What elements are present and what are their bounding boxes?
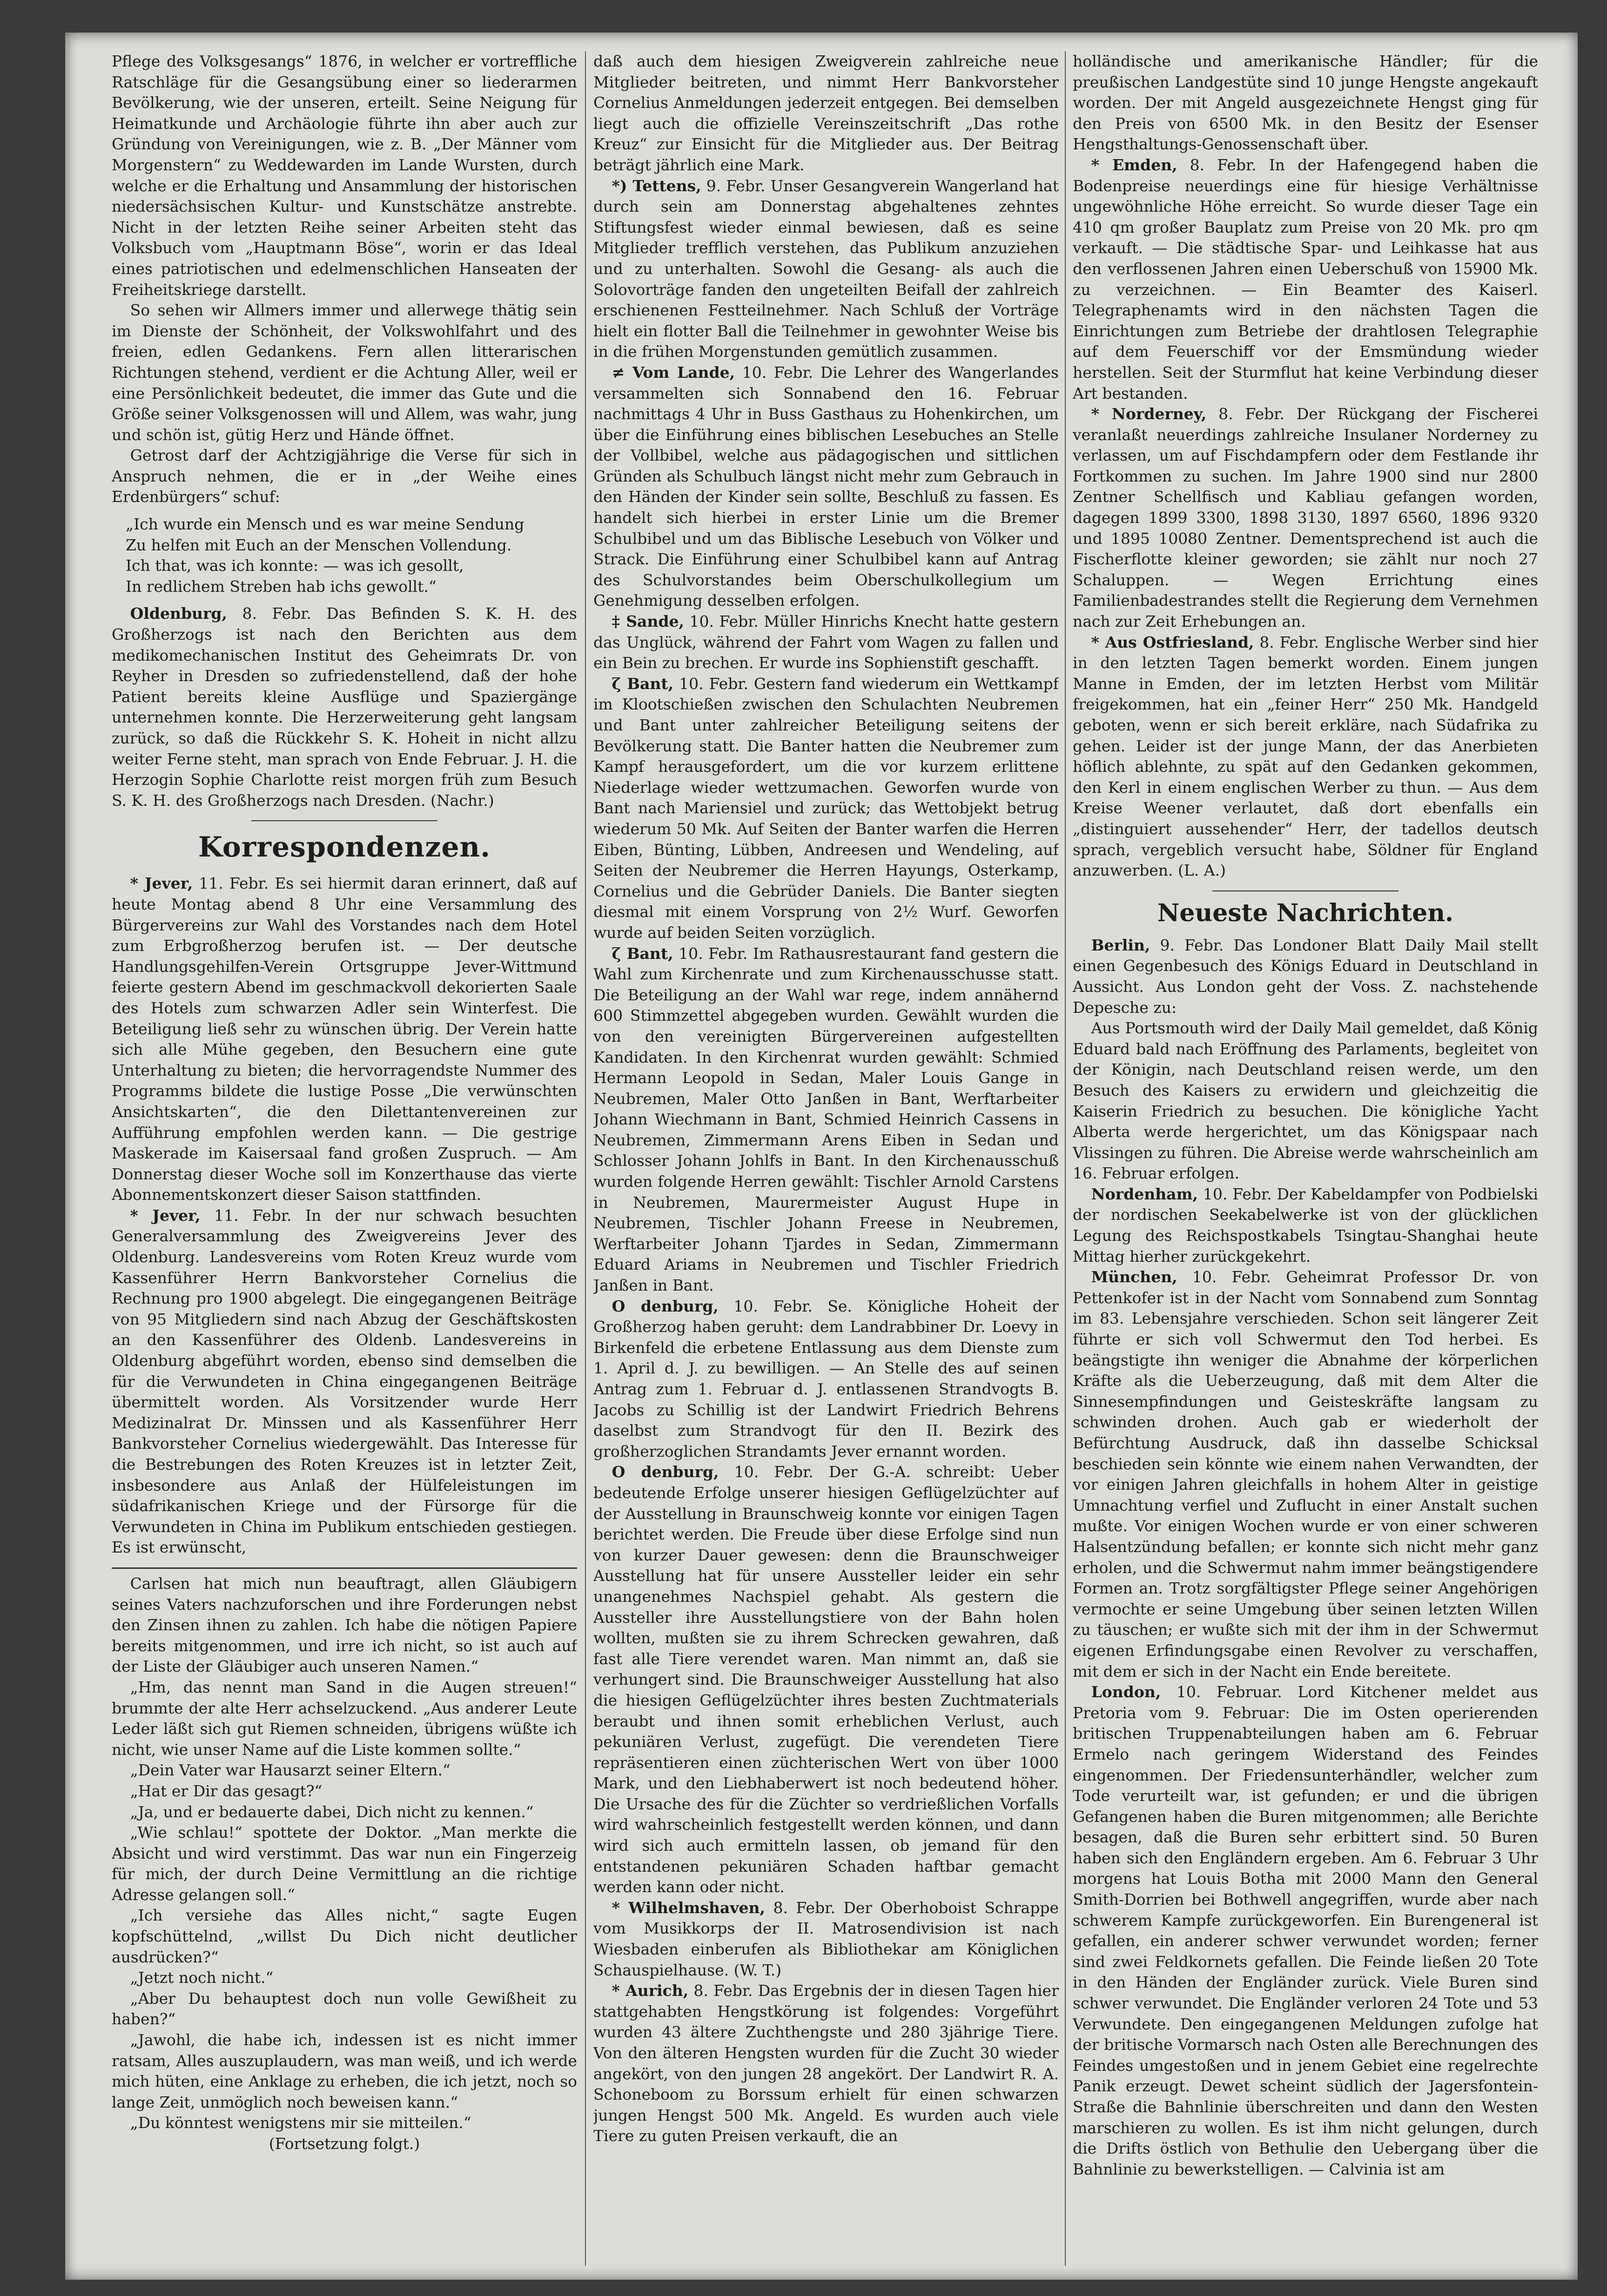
article-aurich: * Aurich, 8. Febr. Das Ergebnis der in diesen Tagen hier stattgehabten Hengstkörung ist folgendes: Vorgeführt wurden 43 ältere Zuchthengste und 280 3jährige Tiere. Von den älteren Hengsten wurden für die Zucht 30 wieder angekört, von den jungen 28 angekört. Der Landwirt R. A. Schoneboom zu Borssum erhielt für einen schwarzen jungen Hengst 500 Mk. Angeld. Es wurden auch viele Tiere zu guten Preisen verkauft, die an [593, 1981, 1059, 2145]
allmers-text: Pflege des Volksgesangs“ 1876, in welcher er vortreffliche Ratschläge für die Gesangsübung einer so liederarmen Bevölkerung, wie der unseren, erteilt. Seine Neigung für Heimatkunde und Archäologie führte ihn aber auch zur Gründung von Vereinigungen, wie z. B. „Der Männer vom Morgenstern“ zu Weddewarden im Lande Wursten, durch welche er die Erhaltung und Ansammlung der historischen niedersächsischen Kultur- und Kunstschätze anstrebte. Nicht in der letzten Reihe seiner Arbeiten steht das Volksbuch vom „Hauptmann Böse“, worin er das Ideal eines patriotischen und edelmenschlichen Hanseaten der Freiheitskriege darstellt. [112, 52, 577, 299]
verse-line: Zu helfen mit Euch an der Menschen Vollendung. [126, 536, 512, 554]
feuilleton-paragraph: „Ja, und er bedauerte dabei, Dich nicht zu kennen.“ [130, 1802, 534, 1821]
feuilleton-paragraph: „Dein Vater war Hausarzt seiner Eltern.“ [130, 1761, 450, 1780]
article-tettens: *) Tettens, 9. Febr. Unser Gesangverein Wangerland hat durch sein am Donnerstag abgehaltenes zehntes Stiftungsfest wieder einmal bewiesen, daß es seine Mitglieder trefflich verstehen, das Publikum anzuziehen und zu unterhalten. Sowohl die Gesang- als auch die Solovorträge fanden den ungeteilten Beifall der zahlreich erschienenen Festteilnehmer. Nach Schluß der Vorträge hielt ein flotter Ball die Teilnehmer in gewohnter Weise bis in die frühen Morgenstunden gemütlich zusammen. [593, 176, 1059, 361]
article-sande: ‡ Sande, 10. Febr. Müller Hinrichs Knecht hatte gestern das Unglück, während der Fahrt vom Wagen zu fallen und ein Bein zu brechen. Er wurde ins Sophienstift geschafft. [593, 612, 1059, 672]
column-1 [112, 51, 577, 2266]
feuilleton-paragraph: „Hat er Dir das gesagt?“ [130, 1781, 323, 1800]
verse-line: „Ich wurde ein Mensch und es war meine Sendung [126, 515, 524, 534]
column-3 [1073, 51, 1538, 2266]
article-berlin: Berlin, 9. Febr. Das Londoner Blatt Daily Mail stellt einen Gegenbesuch des Königs Eduard in Deutschland in Aussicht. Aus London geht der Voss. Z. nachstehende Depesche zu: [1073, 936, 1538, 1017]
verse [112, 514, 577, 597]
column-2 [593, 51, 1059, 2266]
newspaper-page [65, 33, 1578, 2280]
section-heading-neueste-nachrichten: Neueste Nachrichten. [1157, 898, 1454, 927]
column-rule [1065, 51, 1066, 2266]
article-jever-2: * Jever, 11. Febr. In der nur schwach besuchten Generalversammlung des Zweigvereins Jever des Oldenburg. Landesvereins vom Roten Kreuz wurde vom Kassenführer Herrn Bankvorsteher Cornelius die Rechnung pro 1900 abgelegt. Die eingegangenen Beiträge von 95 Mitgliedern sind nach Abzug der Geschäftskosten an den Kassenführer des Oldenb. Landesvereins in Oldenburg abgeführt worden, ebenso sind demselben die für die Verwundeten in China eingegangenen Beiträge übermittelt worden. Als Vorsitzender wurde Herr Medizinalrat Dr. Minssen und als Kassenführer Herr Bankvorsteher Cornelius wiedergewählt. Das Interesse für die Bestrebungen des Roten Kreuzes ist in letzter Zeit, insbesondere aus Anlaß der Hülfeleistungen im südafrikanischen Kriege und der Fürsorge für die Verwundeten in China im Publikum entschieden gestiegen. Es ist erwünscht, [112, 1206, 577, 1557]
article-ostfriesland: * Aus Ostfriesland, 8. Febr. Englische Werber sind hier in den letzten Tagen bemerkt worden. Einem jungen Manne in Emden, der im letzten Herbst vom Militär freigekommen, hat ein „feiner Herr“ 250 Mk. Handgeld geboten, wenn er sich bereit erkläre, nach Südafrika zu gehen. Leider ist der junge Mann, der das Anerbieten höflich ablehnte, zu spät auf den Gedanken gekommen, den Kerl in einem englischen Werber zu thun. — Aus dem Kreise Weener verlautet, daß dort ebenfalls ein „distinguiert aussehender“ Herr, der tadellos deutsch sprach, vergeblich versucht habe, Söldner für England anzuwerben. (L. A.) [1073, 633, 1538, 880]
feuilleton-paragraph: „Ich versiehe das Alles nicht,“ sagte Eugen kopfschüttelnd, „willst Du Dich nicht deutlicher ausdrücken?“ [112, 1906, 577, 1966]
feuilleton-paragraph: „Aber Du behauptest doch nun volle Gewißheit zu haben?“ [112, 1989, 577, 2028]
feuilleton [112, 1573, 577, 2155]
article-oldenburg-2: O denburg, 10. Febr. Der G.-A. schreibt: Ueber bedeutende Erfolge unserer hiesigen Geflügelzüchter auf der Ausstellung in Braunschweig konnte vor einigen Tagen berichtet werden. Die Freude über diese Erfolge sind nun von kurzer Dauer gewesen: denn die Braunschweiger Ausstellung hat für unsere Aussteller leider ein sehr unangenehmes Nachspiel gehabt. Als gestern die Aussteller ihre Ausstellungstiere von der Bahn holen wollten, mußten sie zu ihrem Schrecken gewahren, daß fast alle Tiere verendet waren. Man nimmt an, daß sie verhungert sind. Die Braunschweiger Ausstellung hat also die hiesigen Geflügelzüchter ihres besten Zuchtmaterials beraubt und ihnen somit erheblichen Verlust, auch pekuniären Verlust, zugefügt. Die verendeten Tiere repräsentieren einen züchterischen Wert von über 1000 Mark, und den Liebhaberwert ist noch bedeutend höher. Die Ursache des für die Züchter so verdrießlichen Vorfalls wird wahrscheinlich festgestellt werden können, und dann wird sich auch ermitteln lassen, ob jemand für den entstandenen pekuniären Schaden haftbar gemacht werden kann oder nicht. [593, 1463, 1059, 1896]
article-vom-lande: ≠ Vom Lande, 10. Febr. Die Lehrer des Wangerlandes versammelten sich Sonnabend den 16. Februar nachmittags 4 Uhr in Buss Gasthaus zu Hohenkirchen, um über die Einführung eines biblischen Lesebuches an Stelle der Vollbibel, welche aus pädagogischen und sittlichen Gründen als Schulbuch längst nicht mehr zum Gebrauch in den Händen der Kinder sein sollte, Beschluß zu fassen. Es handelt sich hierbei in erster Linie um die Bremer Schulbibel und um das Biblische Lesebuch von Völker und Strack. Die Einführung einer Schulbibel kann auf Antrag des Schulvorstandes beim Oberschulkollegium um Genehmigung desselben erfolgen. [593, 363, 1059, 610]
article-jever-1: * Jever, 11. Febr. Es sei hiermit daran erinnert, daß auf heute Montag abend 8 Uhr eine Versammlung des Bürgervereins zur Wahl des Vorstandes nach dem Hotel zum Erbgroßherzog berufen ist. — Der deutsche Handlungsgehilfen-Verein Ortsgruppe Jever-Wittmund feierte gestern Abend im geschmackvoll dekorierten Saale des Hotels zum schwarzen Adler sein Winterfest. Die Beteiligung ließ sehr zu wünschen übrig. Der Verein hatte sich alle Mühe gegeben, den Besuchern eine gute Unterhaltung zu bieten; die hervorragendste Nummer des Programms bildete die lustige Posse „Die verwünschten Ansichtskarten“, die den Dilettantenvereinen zur Aufführung empfohlen werden kann. — Die gestrige Maskerade im Kaisersaal fand großen Zuspruch. — Am Donnerstag dieser Woche soll im Konzerthause das vierte Abonnementskonzert dieser Saison stattfinden. [112, 874, 577, 1204]
feuilleton-paragraph: „Du könntest wenigstens mir sie mitteilen.“ [130, 2114, 471, 2132]
feuilleton-paragraph: „Jawohl, die habe ich, indessen ist es nicht immer ratsam, Alles auszuplaudern, was man weiß, und ich werde mich hüten, eine Anklage zu erheben, die ich jetzt, noch so lange Zeit, unmöglich noch beweisen kann.“ [112, 2031, 577, 2111]
allmers-text-3: Getrost darf der Achtzigjährige die Verse für sich in Anspruch nehmen, die er in „der Weihe eines Erdenbürgers“ schuf: [112, 446, 577, 506]
feuilleton-paragraph: „Hm, das nennt man Sand in die Augen streuen!“ brummte der alte Herr achselzuckend. „Aus anderer Leute Leder läßt sich gut Riemen schneiden, übrigens wüßte ich nicht, wie unser Name auf die Liste kommen sollte.“ [112, 1678, 577, 1759]
article-oldenburg: Oldenburg, 8. Febr. Das Befinden S. K. H. des Großherzogs ist nach den Berichten aus dem medikomechanischen Institut des Geheimrats Dr. von Reyher in Dresden so zufriedenstellend, daß der hohe Patient bereits kleine Ausflüge und Spaziergänge unternehmen konnte. Die Herzerweiterung geht langsam zurück, so daß die Rückkehr S. K. Hoheit in nicht allzu weiter Ferne steht, man sprach von Ende Februar. J. H. die Herzogin Sophie Charlotte reist morgen früh zum Besuch S. K. H. des Großherzogs nach Dresden. (Nachr.) [112, 604, 577, 810]
article-muenchen: München, 10. Febr. Geheimrat Professor Dr. von Pettenkofer ist in der Nacht vom Sonnabend zum Sonntag im 83. Lebensjahre verschieden. Schon seit längerer Zeit führte er sich voll Schwermut den Tod herbei. Es beängstigte ihn weniger die Abnahme der körperlichen Kräfte als die Ueberzeugung, daß mit dem Alter die Sinnesempfindungen und Geisteskräfte langsam zu schwinden drohen. Auch gab er wiederholt der Befürchtung Ausdruck, daß ihn dasselbe Schicksal beschieden sein könnte wie einem nahen Verwandten, der vor einigen Jahren gleichfalls in hohem Alter in geistige Umnachtung verfiel und Zuflucht in einer Anstalt suchen mußte. Vor einigen Wochen wurde er von einer schweren Halsentzündung befallen; er konnte sich nicht mehr ganz erholen, und die Schwermut nahm immer beängstigendere Formen an. Trotz sorgfältigster Pflege seiner Angehörigen vermochte er seine Umgebung über seinen letzten Willen zu täuschen; er wußte sich mit der ihm in der Schwermut eigenen Erfindungsgabe einen Revolver zu verschaffen, mit dem er sich in der Nacht ein Ende bereitete. [1073, 1268, 1538, 1680]
feuilleton-paragraph: „Wie schlau!“ spottete der Doktor. „Man merkte die Absicht und wird verstimmt. Das war nun ein Fingerzeig für mich, der durch Deine Vermittlung an die richtige Adresse gelangen soll.“ [112, 1823, 577, 1904]
fortsetzung-note: (Fortsetzung folgt.) [269, 2135, 420, 2153]
allmers-text-2: So sehen wir Allmers immer und allerwege thätig sein im Dienste der Schönheit, der Volkswohlfahrt und des freien, edlen Gedankens. Fern allen litterarischen Richtungen stehend, verdient er die Achtung Aller, weil er eine Persönlichkeit bedeutet, die immer das Gute und die Größe seiner Volksgenossen will und Allem, was wahr, jung und schön ist, gütig Herz und Hände öffnet. [112, 301, 577, 444]
article-emden: * Emden, 8. Febr. In der Hafengegend haben die Bodenpreise neuerdings eine für hiesige Verhältnisse ungewöhnliche Höhe erreicht. So wurde dieser Tage ein 410 qm großer Bauplatz zum Preise von 20 Mk. pro qm verkauft. — Die städtische Spar- und Leihkasse hat aus den verflossenen Jahren einen Ueberschuß von 15900 Mk. zu verzeichnen. — Ein Beamter des Kaiserl. Telegraphenamts wird in den nächsten Tagen die Einrichtungen zum Betriebe der drahtlosen Telegraphie auf dem Feuerschiff vor der Emsmündung wieder herstellen. Seit der Sturmflut hat keine Verbindung dieser Art bestanden. [1073, 155, 1538, 402]
article-london: London, 10. Februar. Lord Kitchener meldet aus Pretoria vom 9. Februar: Die im Osten operierenden britischen Truppenabteilungen haben am 6. Februar Ermelo nach geringem Widerstand des Feindes eingenommen. Der Friedensunterhändler, welcher zum Tode verurteilt war, ist gefunden; er und die übrigen Gefangenen haben die Buren mitgenommen; alle Berichte besagen, daß die Buren sehr erbittert sind. 50 Buren haben sich den Engländern ergeben. Am 6. Februar 3 Uhr morgens hat Louis Botha mit 2000 Mann den General Smith-Dorrien bei Bothwell angegriffen, wurde aber nach schwerem Kampfe zurückgeworfen. Ein Burengeneral ist gefallen, ein anderer schwer verwundet worden; ferner sind zwei Feldkornets gefallen. Die Feinde ließen 20 Tote in den Händen der Engländer zurück. Viele Buren sind schwer verwundet. Die Engländer verloren 24 Tote und 53 Verwundete. Den eingegangenen Meldungen zufolge hat der britische Vormarsch nach Osten alle Berechnungen des Feindes umgestoßen und in jenem Gebiet eine regelrechte Panik erzeugt. Dewet scheint südlich der Jagersfontein-Straße die Bahnlinie überschreiten und dann den Westen marschieren zu wollen. Es ist ihm nicht gelungen, durch die Drifts östlich von Bethulie den Uebergang über die Bahnlinie zu bewerkstelligen. — Calvinia ist am [1073, 1683, 1538, 2178]
column-rule [585, 51, 586, 2266]
article-norderney: * Norderney, 8. Febr. Der Rückgang der Fischerei veranlaßt neuerdings zahlreiche Insulaner Norderney zu verlassen, um auf Fischdampfern oder dem Festlande ihr Fortkommen zu suchen. Im Jahre 1900 sind nur 2800 Zentner Schellfisch und Kabliau gefangen worden, dagegen 1899 3300, 1898 3130, 1897 6560, 1896 9320 und 1895 10080 Zentner. Dementsprechend ist auch die Fischerflotte kleiner geworden; sie zählt nur noch 27 Schaluppen. — Wegen Errichtung eines Familienbadestrandes stellt die Regierung dem Vernehmen nach zur Zeit Erhebungen an. [1073, 405, 1538, 631]
article-continuation: holländische und amerikanische Händler; für die preußischen Landgestüte sind 10 junge Hengste angekauft worden. Der mit Angeld ausgezeichnete Hengst ging für den Preis von 6500 Mk. in den Besitz der Esenser Hengsthaltungs-Genossenschaft über. [1073, 52, 1538, 154]
article-wilhelmshaven: * Wilhelmshaven, 8. Febr. Der Oberhoboist Schrappe vom Musikkorps der II. Matrosendivision ist nach Wiesbaden einberufen als Bibliothekar am Königlichen Schauspielhause. (W. T.) [593, 1898, 1059, 1979]
article-bant-1: ζ Bant, 10. Febr. Gestern fand wiederum ein Wettkampf im Klootschießen zwischen den Schulachten Neubremen und Bant unter zahlreicher Beteiligung seitens der Bevölkerung statt. Die Banter hatten die Neubremer zum Kampf herausgefordert, um die vor kurzem erlittene Niederlage wieder wettzumachen. Geworfen wurde von Bant nach Mariensiel und zurück; das Wettobjekt betrug wiederum 50 Mk. Auf Seiten der Banter warfen die Herren Eiben, Bünting, Lübben, Andreesen und Wendeling, auf Seiten der Neubremer die Herren Hayungs, Osterkamp, Cornelius und die Gebrüder Daniels. Die Banter siegten diesmal mit einem Vorsprung von 2½ Wurf. Geworfen wurde auf beiden Seiten vorzüglich. [593, 674, 1059, 942]
article-bant-2: ζ Bant, 10. Febr. Im Rathausrestaurant fand gestern die Wahl zum Kirchenrate und zum Kirchenausschusse statt. Die Beteiligung an der Wahl war rege, indem annähernd 600 Stimmzettel abgegeben wurden. Gewählt wurden die von den vereinigten Bürgervereinen aufgestellten Kandidaten. In den Kirchenrat wurden gewählt: Schmied Hermann Leopold in Sedan, Maler Louis Gange in Neubremen, Maler Otto Janßen in Bant, Werftarbeiter Johann Wiechmann in Bant, Schmied Heinrich Cassens in Neubremen, Zimmermann Arens Eiben in Sedan und Schlosser Johann Johlfs in Bant. In den Kirchenausschuß wurden folgende Herren gewählt: Tischler Arnold Carstens in Neubremen, Maurermeister August Hupe in Neubremen, Tischler Johann Freese in Neubremen, Werftarbeiter Johann Tjardes in Sedan, Zimmermann Eduard Ariams in Neubremen und Tischler Friedrich Janßen in Bant. [593, 944, 1059, 1295]
feuilleton-paragraph: „Jetzt noch nicht.“ [130, 1968, 274, 1987]
section-heading-korrespondenzen: Korrespondenzen. [198, 831, 491, 864]
verse-line: Ich that, was ich konnte: — was ich gesollt, [126, 556, 464, 575]
article-nordenham: Nordenham, 10. Febr. Der Kabeldampfer von Podbielski der nordischen Seekabelwerke ist von der glücklichen Legung des Reichspostkabels Tsingtau-Shanghai heute Mittag hierher zurückgekehrt. [1073, 1185, 1538, 1265]
article-oldenburg-1: O denburg, 10. Febr. Se. Königliche Hoheit der Großherzog haben geruht: dem Landrabbiner Dr. Loevy in Birkenfeld die erbetene Entlassung aus dem Dienste zum 1. April d. J. zu bewilligen. — An Stelle des auf seinen Antrag zum 1. Februar d. J. entlassenen Strandvogts B. Jacobs zu Schillig ist der Landwirt Friedrich Behrens daselbst zum Strandvogt für den II. Bezirk des großherzoglichen Strandamts Jever ernannt worden. [593, 1297, 1059, 1460]
feuilleton-paragraph: Carlsen hat mich nun beauftragt, allen Gläubigern seines Vaters nachzuforschen und ihre Forderungen nebst den Zinsen ihnen zu zahlen. Ich habe die nötigen Papiere bereits mitgenommen, und irre ich nicht, so ist auch auf der Liste der Gläubiger auch unseren Namen.“ [112, 1574, 577, 1676]
article-berlin-dispatch: Aus Portsmouth wird der Daily Mail gemeldet, daß König Eduard bald nach Eröffnung des Parlaments, begleitet von der Königin, nach Deutschland reisen werde, um den Besuch des Kaisers zu erwidern und gleichzeitig die Kaiserin Friedrich zu besuchen. Die königliche Yacht Alberta werde hergerichtet, um das Königspaar nach Vlissingen zu führen. Die Abreise werde wahrscheinlich am 16. Februar erfolgen. [1073, 1019, 1538, 1183]
feuilleton-separator [112, 1567, 577, 1569]
article-continuation: daß auch dem hiesigen Zweigverein zahlreiche neue Mitglieder beitreten, und nimmt Herr Bankvorsteher Cornelius Anmeldungen jederzeit entgegen. Bei demselben liegt auch die offizielle Vereinszeitschrift „Das rothe Kreuz“ zur Einsicht für die Mitglieder aus. Der Beitrag beträgt jährlich eine Mark. [593, 52, 1059, 174]
verse-line: In redlichem Streben hab ichs gewollt.“ [126, 577, 437, 596]
